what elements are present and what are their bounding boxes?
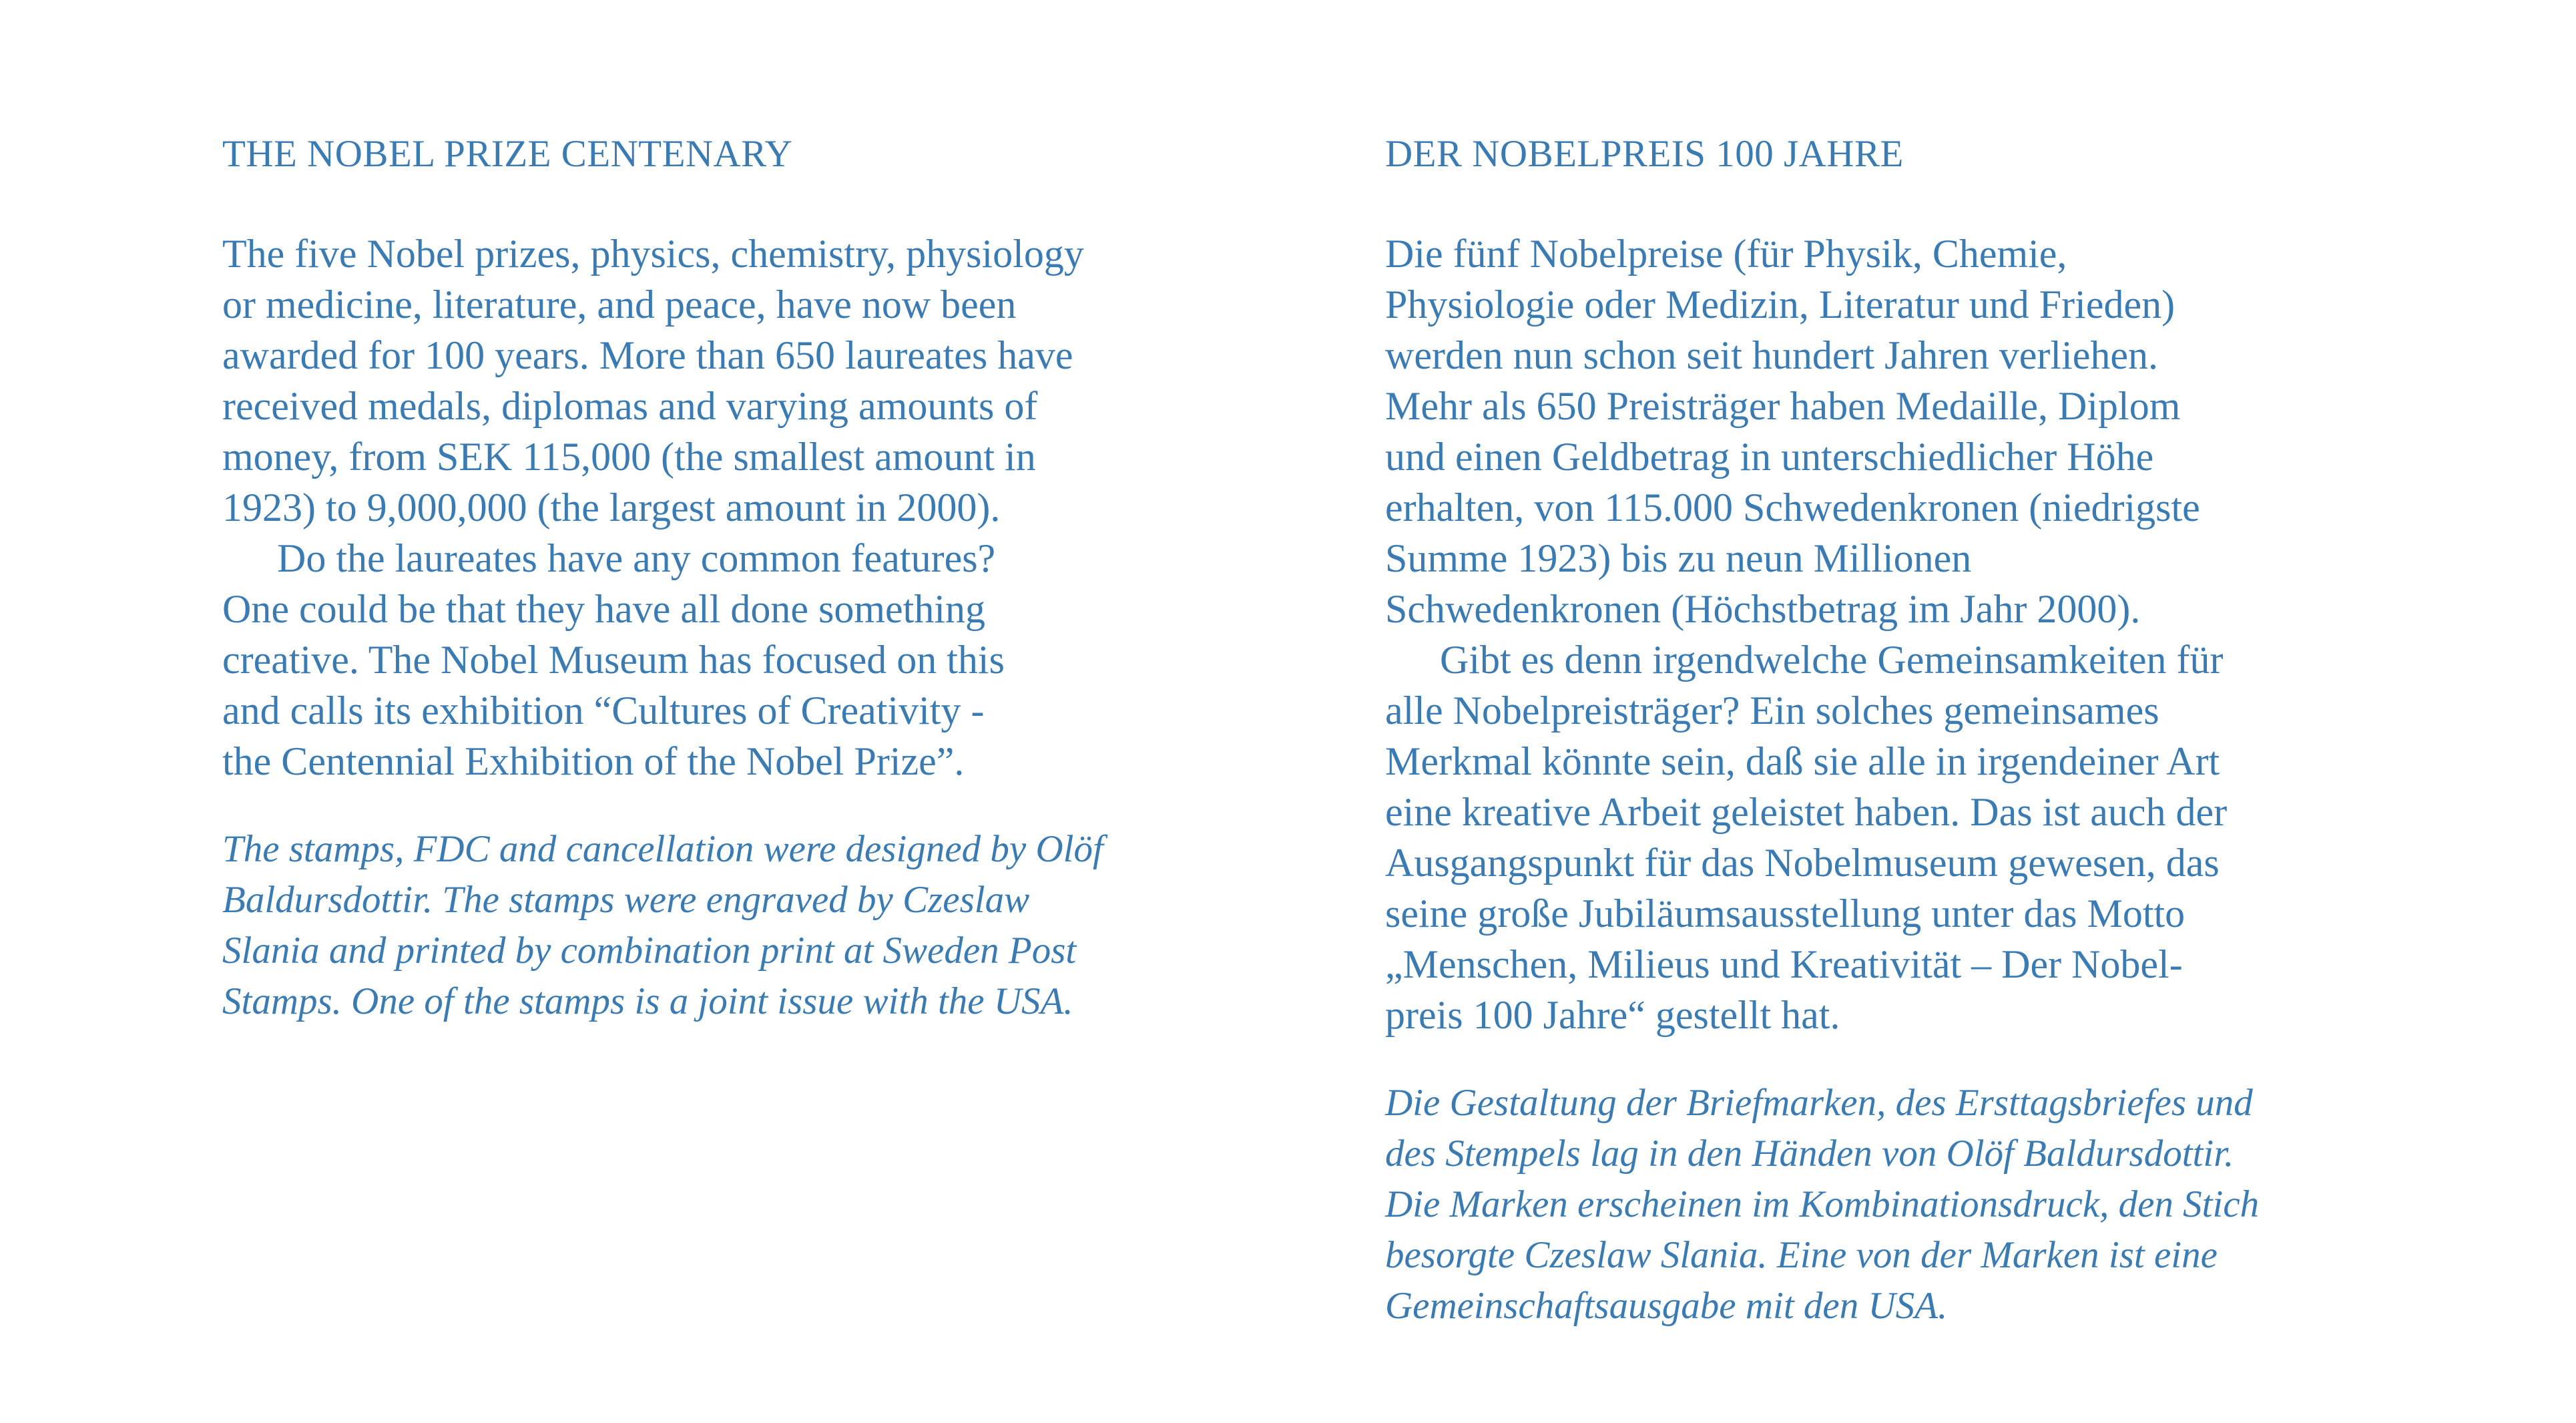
text-line: 1923) to 9,000,000 (the largest amount in 2000). bbox=[222, 485, 1001, 530]
text-line: „Menschen, Milieus und Kreativität – Der Nobel- bbox=[1385, 942, 2183, 986]
english-column bbox=[222, 131, 1264, 1027]
text-line: preis 100 Jahre“ gestellt hat. bbox=[1385, 993, 1840, 1037]
german-credits bbox=[1385, 1078, 2453, 1332]
german-paragraph-1 bbox=[1385, 228, 2453, 634]
german-heading: DER NOBELPREIS 100 JAHRE bbox=[1385, 133, 1904, 175]
text-line: received medals, diplomas and varying amounts of bbox=[222, 384, 1038, 428]
german-column bbox=[1385, 131, 2453, 1332]
text-line: Slania and printed by combination print at Sweden Post bbox=[222, 930, 1077, 972]
text-line: und einen Geldbetrag in unterschiedlicher Höhe bbox=[1385, 435, 2154, 479]
english-credits bbox=[222, 824, 1264, 1027]
text-line: des Stempels lag in den Händen von Olöf Baldursdottir. bbox=[1385, 1133, 2234, 1175]
text-line: Gemeinschaftsausgabe mit den USA. bbox=[1385, 1285, 1948, 1327]
text-line: erhalten, von 115.000 Schwedenkronen (niedrigste bbox=[1385, 485, 2200, 530]
text-line: awarded for 100 years. More than 650 laureates have bbox=[222, 333, 1073, 377]
text-line: Gibt es denn irgendwelche Gemeinsamkeiten für bbox=[1440, 638, 2224, 682]
text-line: creative. The Nobel Museum has focused on this bbox=[222, 638, 1005, 682]
english-heading: THE NOBEL PRIZE CENTENARY bbox=[222, 133, 793, 175]
text-line: Stamps. One of the stamps is a joint issue with the USA. bbox=[222, 980, 1073, 1022]
english-paragraph-1 bbox=[222, 228, 1264, 533]
text-line: the Centennial Exhibition of the Nobel Prize”. bbox=[222, 739, 965, 783]
german-paragraph-2 bbox=[1385, 634, 2453, 1040]
text-line: The stamps, FDC and cancellation were designed by Olöf bbox=[222, 828, 1103, 870]
text-line: One could be that they have all done something bbox=[222, 587, 986, 631]
english-paragraph-2 bbox=[222, 533, 1264, 787]
text-line: Die Marken erscheinen im Kombinationsdruck, den Stich bbox=[1385, 1183, 2260, 1225]
text-line: Do the laureates have any common features? bbox=[277, 536, 996, 580]
text-line: alle Nobelpreisträger? Ein solches gemeinsames bbox=[1385, 688, 2159, 733]
text-line: seine große Jubiläumsausstellung unter das Motto bbox=[1385, 891, 2185, 936]
text-line: Ausgangspunkt für das Nobelmuseum gewesen, das bbox=[1385, 841, 2220, 885]
text-line: Schwedenkronen (Höchstbetrag im Jahr 2000). bbox=[1385, 587, 2141, 631]
text-line: Mehr als 650 Preisträger haben Medaille, Diplom bbox=[1385, 384, 2181, 428]
text-line: The five Nobel prizes, physics, chemistry, physiology bbox=[222, 232, 1084, 276]
text-line: Merkmal könnte sein, daß sie alle in irgendeiner Art bbox=[1385, 739, 2220, 783]
text-line: Die fünf Nobelpreise (für Physik, Chemie, bbox=[1385, 232, 2067, 276]
text-line: Physiologie oder Medizin, Literatur und Frieden) bbox=[1385, 282, 2175, 327]
text-line: Summe 1923) bis zu neun Millionen bbox=[1385, 536, 1972, 580]
text-line: money, from SEK 115,000 (the smallest amount in bbox=[222, 435, 1036, 479]
text-line: and calls its exhibition “Cultures of Creativity - bbox=[222, 688, 985, 733]
text-line: besorgte Czeslaw Slania. Eine von der Marken ist eine bbox=[1385, 1234, 2218, 1276]
text-line: Die Gestaltung der Briefmarken, des Ersttagsbriefes und bbox=[1385, 1082, 2253, 1124]
text-line: werden nun schon seit hundert Jahren verliehen. bbox=[1385, 333, 2158, 377]
text-line: or medicine, literature, and peace, have now been bbox=[222, 282, 1017, 327]
text-line: Baldursdottir. The stamps were engraved by Czeslaw bbox=[222, 879, 1030, 921]
text-line: eine kreative Arbeit geleistet haben. Das ist auch der bbox=[1385, 790, 2228, 834]
